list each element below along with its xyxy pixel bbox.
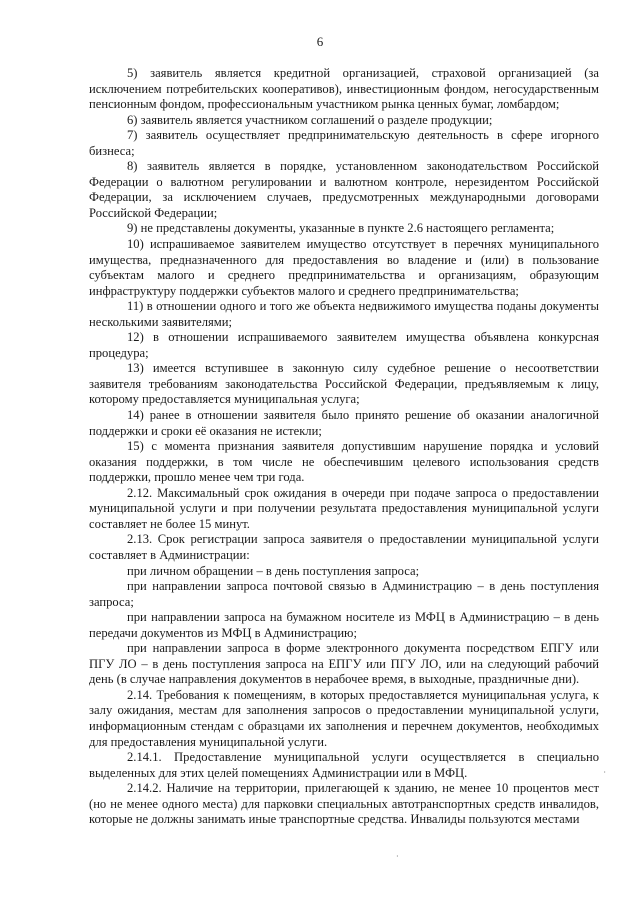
section-2-13: 2.13. Срок регистрации запроса заявителя о предоставлении муниципальной услуги составляет в Администрации:	[89, 532, 599, 562]
paragraph-item-5: 5) заявитель является кредитной организацией, страховой организацией (за исключением потребительских кооперативов), инвестиционным фондом, негосударственным пенсионным фондом, профессиональным участником рынка ценных бумаг, ломбардом;	[89, 66, 599, 112]
paragraph-item-10: 10) испрашиваемое заявителем имущество отсутствует в перечнях муниципального имущества, предназначенного для предоставления во владение и (или) в пользование субъектам малого и среднего предпринимательства и организациям, образующим инфраструктуру поддержки субъектов малого и среднего предпринимательства;	[89, 237, 599, 298]
document-body	[89, 66, 599, 828]
scan-dot-mark-bottom: ·	[396, 852, 399, 861]
paragraph-item-6: 6) заявитель является участником соглашений о разделе продукции;	[127, 112, 493, 127]
paragraph-item-11: 11) в отношении одного и того же объекта недвижимого имущества поданы документы несколькими заявителями;	[89, 299, 599, 329]
registration-from-mfc: при направлении запроса на бумажном носителе из МФЦ в Администрацию – в день передачи документов из МФЦ в Администрацию;	[89, 610, 599, 640]
paragraph-item-8: 8) заявитель является в порядке, установленном законодательством Российской Федерации о валютном регулировании и валютном контроле, нерезидентом Российской Федерации, за исключением случаев, предусмотренных международными договорами Российской Федерации;	[89, 159, 599, 220]
registration-electronic: при направлении запроса в форме электронного документа посредством ЕПГУ или ПГУ ЛО – в день поступления запроса на ЕПГУ или ПГУ ЛО, или на следующий рабочий день (в случае направления документов в нерабочее время, в выходные, праздничные дни).	[89, 641, 599, 687]
paragraph-item-9: 9) не представлены документы, указанные в пункте 2.6 настоящего регламента;	[127, 221, 555, 236]
section-2-12: 2.12. Максимальный срок ожидания в очереди при подаче запроса о предоставлении муниципальной услуги и при получении результата предоставления муниципальной услуги составляет не более 15 минут.	[89, 485, 599, 531]
paragraph-item-13: 13) имеется вступившее в законную силу судебное решение о несоответствии заявителя требованиям законодательства Российской Федерации, предъявляемым к лицу, которому предоставляется муниципальная услуга;	[89, 361, 599, 407]
paragraph-item-12: 12) в отношении испрашиваемого заявителем имущества объявлена конкурсная процедура;	[89, 330, 599, 360]
registration-in-person: при личном обращении – в день поступления запроса;	[127, 563, 420, 578]
paragraph-item-14: 14) ранее в отношении заявителя было принято решение об оказании аналогичной поддержки и сроки её оказания не истекли;	[89, 408, 599, 438]
page-number: 6	[316, 34, 324, 49]
section-2-14-2: 2.14.2. Наличие на территории, прилегающей к зданию, не менее 10 процентов мест (но не менее одного места) для парковки специальных автотранспортных средств инвалидов, которые не должны занимать иные транспортные средства. Инвалиды пользуются местами	[89, 781, 599, 827]
registration-by-post: при направлении запроса почтовой связью в Администрацию – в день поступления запроса;	[89, 579, 599, 609]
paragraph-item-15: 15) с момента признания заявителя допустившим нарушение порядка и условий оказания поддержки, в том числе не обеспечившим целевого использования средств поддержки, прошло менее чем три года.	[89, 439, 599, 485]
scan-dot-mark: ·	[603, 768, 606, 777]
paragraph-item-7: 7) заявитель осуществляет предпринимательскую деятельность в сфере игорного бизнеса;	[89, 128, 599, 158]
section-2-14-1: 2.14.1. Предоставление муниципальной услуги осуществляется в специально выделенных для этих целей помещениях Администрации или в МФЦ.	[89, 750, 599, 780]
section-2-14: 2.14. Требования к помещениям, в которых предоставляется муниципальная услуга, к залу ожидания, местам для заполнения запросов о предоставлении муниципальной услуги, информационным стендам с образцами их заполнения и перечнем документов, необходимых для предоставления муниципальной услуги.	[89, 687, 599, 749]
